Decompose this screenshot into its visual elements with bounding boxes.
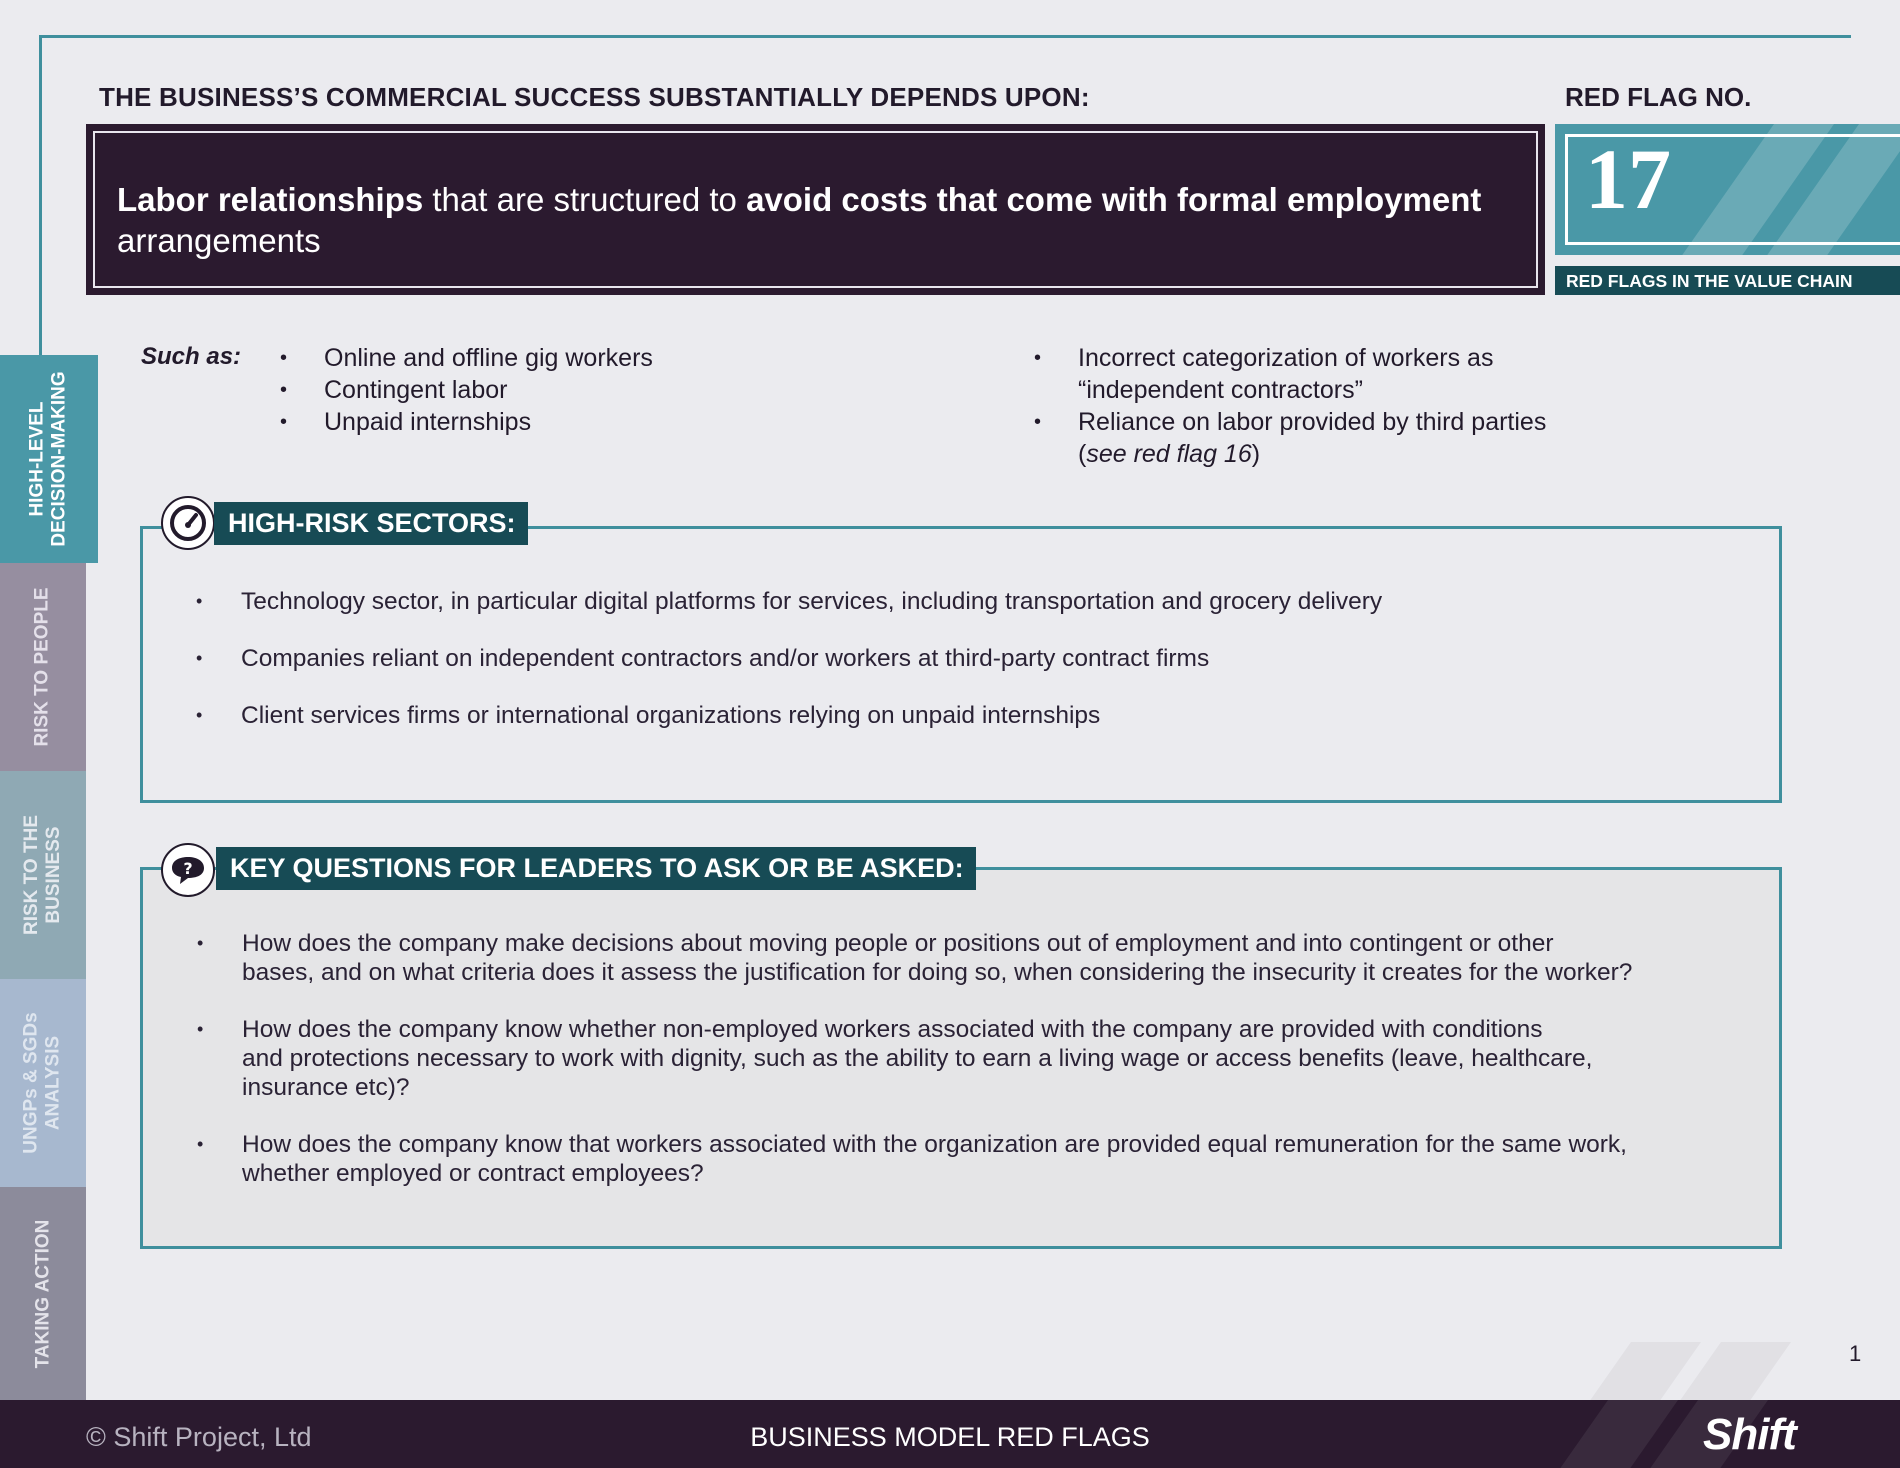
list-item: • Unpaid internships (280, 406, 653, 438)
list-item-line: whether employed or contract employees? (242, 1160, 704, 1187)
footer-title: BUSINESS MODEL RED FLAGS (750, 1422, 1150, 1452)
list-item-line: Reliance on labor provided by third parties (1078, 408, 1547, 436)
page-number: 1 (1849, 1341, 1862, 1366)
tab-label: RISK TO PEOPLE (32, 587, 54, 747)
key-questions-list (197, 929, 1632, 1188)
red-flag-number: 17 (1585, 131, 1671, 227)
footer (0, 1400, 1900, 1468)
list-item (1034, 406, 1546, 470)
list-item: • Contingent labor (280, 374, 653, 406)
list-item (197, 929, 1632, 987)
tab-label: TAKING ACTION (32, 1219, 54, 1368)
examples-list-right (1034, 342, 1546, 470)
tab-risk-to-the-business[interactable] (0, 771, 86, 979)
list-item: • Technology sector, in particular digital platforms for services, including transportation and grocery delivery (196, 587, 1382, 616)
list-item (197, 1130, 1632, 1188)
shift-logo: Shift (1703, 1410, 1796, 1459)
paren-open: ( (1078, 440, 1087, 468)
decorative-stripe (1679, 1342, 1791, 1402)
key-questions-title: KEY QUESTIONS FOR LEADERS TO ASK OR BE ASKED: (216, 847, 976, 890)
such-as-label: Such as: (141, 343, 242, 370)
tab-taking-action[interactable] (0, 1187, 86, 1400)
tab-label: UNGPs & SGDs ANALYSIS (21, 1012, 65, 1154)
statement-box (86, 124, 1545, 295)
question-bubble-icon (161, 843, 215, 897)
list-item: • Online and offline gig workers (280, 342, 653, 374)
statement-part1: Labor relationships (117, 181, 424, 218)
tab-label: RISK TO THE BUSINESS (21, 815, 64, 935)
speedometer-icon (161, 496, 215, 550)
tab-risk-to-people[interactable] (0, 563, 86, 771)
list-item-line: How does the company know whether non-employed workers associated with the company are provided with conditions (242, 1016, 1543, 1043)
footer-copyright: © Shift Project, Ltd (86, 1422, 312, 1452)
examples-list-left (280, 342, 653, 438)
tab-ungps-sgds-analysis[interactable] (0, 979, 86, 1187)
list-item: • Client services firms or international organizations relying on unpaid internships (196, 701, 1382, 730)
list-item: • Companies reliant on independent contractors and/or workers at third-party contract firms (196, 644, 1382, 673)
list-item-line: and protections necessary to work with dignity, such as the ability to earn a living wage or access benefits (leave, healthcare, (242, 1045, 1593, 1072)
tab-high-level-decision-making[interactable] (0, 355, 98, 563)
list-item-line: How does the company make decisions about moving people or positions out of employment and into contingent or other (242, 930, 1554, 957)
paren-close: ) (1251, 440, 1261, 468)
list-item-line: bases, and on what criteria does it assess the justification for doing so, when considering the insecurity it creates for the worker? (242, 959, 1633, 986)
high-risk-sectors-list (196, 587, 1382, 730)
statement-part2: that are structured to (423, 181, 747, 218)
frame-top-line (39, 35, 1851, 38)
statement-text (93, 131, 1538, 288)
cross-reference: see red flag 16 (1086, 440, 1252, 468)
tab-label: HIGH-LEVEL DECISION-MAKING (27, 371, 71, 547)
page-heading: THE BUSINESS’S COMMERCIAL SUCCESS SUBSTANTIALLY DEPENDS UPON: (99, 82, 1090, 112)
frame-left-line (39, 35, 42, 355)
red-flag-number-box (1555, 124, 1900, 255)
svg-text:?: ? (183, 859, 193, 878)
statement-part4: arrangements (117, 222, 321, 259)
statement-part3: avoid costs that come with formal employment (746, 181, 1482, 218)
list-item (197, 1015, 1632, 1102)
list-item-line: “independent contractors” (1078, 376, 1363, 404)
list-item-line: Incorrect categorization of workers as (1078, 344, 1494, 372)
red-flag-heading: RED FLAG NO. (1565, 82, 1752, 112)
list-item-line: insurance etc)? (242, 1074, 410, 1101)
list-item-line: How does the company know that workers associated with the organization are provided equal remuneration for the same work, (242, 1131, 1627, 1158)
high-risk-sectors-title: HIGH-RISK SECTORS: (214, 502, 528, 545)
red-flag-category: RED FLAGS IN THE VALUE CHAIN (1555, 266, 1900, 295)
list-item (1034, 342, 1546, 406)
